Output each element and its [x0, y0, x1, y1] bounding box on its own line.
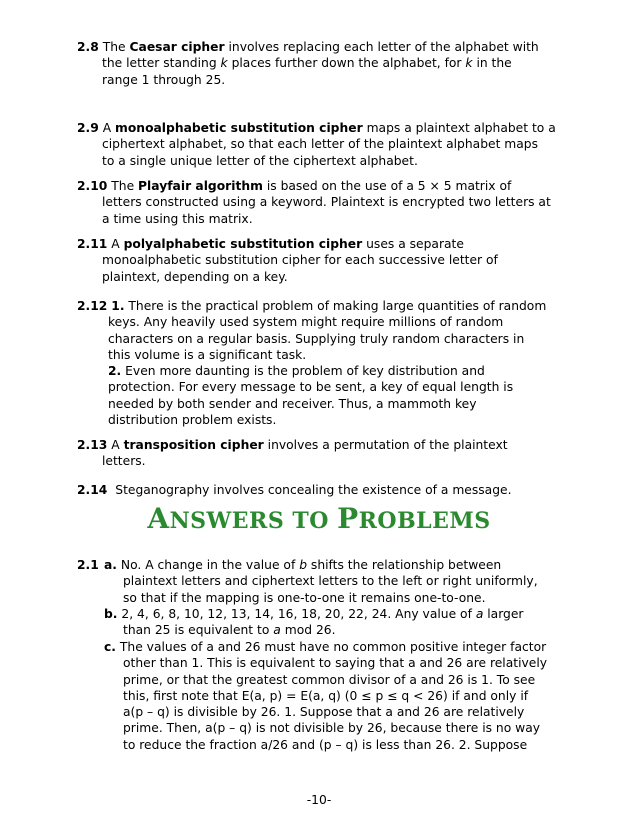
answer-2-13: [77, 437, 577, 470]
text: Steganography involves concealing the existence of a message.: [115, 483, 512, 497]
continuation: prime. Then, a(p – q) is not divisible by 26, because there is no way: [123, 721, 541, 736]
answer-2-9: [77, 120, 577, 169]
text: A: [102, 121, 116, 135]
item-number: 2.12: [77, 299, 108, 313]
item-number: 2.11: [77, 237, 108, 251]
continuation: plaintext letters and ciphertext letters to the left or right uniformly,: [123, 574, 538, 589]
var: a: [475, 607, 484, 621]
point-label: 2.: [108, 364, 122, 379]
text: The: [102, 40, 130, 54]
continuation: monoalphabetic substitution cipher for each successive letter of: [102, 253, 498, 268]
part-a: [104, 557, 604, 606]
item-number: 2.13: [77, 438, 108, 452]
item-number: 2.14: [77, 483, 108, 497]
answer-2-10: [77, 178, 577, 227]
text: There is the practical problem of making large quantities of random: [124, 299, 547, 313]
heading-text: ROBLEMS: [358, 508, 491, 534]
text: the letter standing: [102, 56, 221, 71]
item-number: 2.1: [77, 558, 99, 572]
continuation: distribution problem exists.: [108, 413, 277, 428]
text: is based on the use of a 5 × 5 matrix of: [262, 179, 512, 193]
continuation: a(p – q) is divisible by 26. 1. Suppose that a and 26 are relatively: [123, 705, 525, 720]
text: in the: [472, 56, 512, 71]
continuation: to a single unique letter of the ciphertext alphabet.: [102, 153, 418, 168]
text: places further down the alphabet, for: [227, 56, 466, 71]
continuation: plaintext, depending on a key.: [102, 269, 288, 284]
continuation: [77, 363, 577, 379]
text: shifts the relationship between: [307, 558, 502, 572]
continuation: range 1 through 25.: [102, 72, 226, 87]
continuation: to reduce the fraction a/26 and (p – q) is less than 26. 2. Suppose: [123, 737, 528, 752]
var: k: [465, 56, 473, 71]
part-label: c.: [104, 640, 116, 654]
item-number: 2.8: [77, 40, 99, 54]
var: a: [273, 623, 281, 638]
continuation: letters.: [102, 454, 146, 469]
point-label: 1.: [111, 299, 125, 313]
heading-cap: A: [147, 502, 170, 535]
term: Playfair algorithm: [138, 179, 263, 193]
continuation: so that if the mapping is one-to-one it remains one-to-one.: [123, 590, 486, 605]
continuation: [77, 55, 577, 71]
continuation: this volume is a significant task.: [108, 347, 307, 362]
continuation: ciphertext alphabet, so that each letter of the plaintext alphabet maps: [102, 137, 539, 152]
answer-2-11: [77, 236, 577, 285]
heading-cap: P: [337, 502, 359, 535]
answer-2-8: [77, 39, 577, 88]
text: 2, 4, 6, 8, 10, 12, 13, 14, 16, 18, 20, 22, 24. Any value of: [121, 607, 476, 621]
answer-2-14: [77, 482, 577, 498]
text: The: [111, 179, 139, 193]
continuation: needed by both sender and receiver. Thus, a mammoth key: [108, 396, 477, 411]
text: involves a permutation of the plaintext: [263, 438, 508, 452]
var: b: [299, 558, 307, 572]
text: The values of a and 26 must have no common positive integer factor: [119, 640, 547, 654]
text: No. A change in the value of: [120, 558, 300, 572]
part-label: a.: [104, 558, 117, 572]
page-number: -10-: [306, 793, 332, 807]
continuation: [104, 622, 604, 638]
text: involves replacing each letter of the alphabet with: [224, 40, 539, 54]
text: A: [111, 237, 124, 251]
term: transposition cipher: [123, 438, 264, 452]
answer-2-12: [77, 298, 577, 428]
term: polyalphabetic substitution cipher: [123, 237, 363, 251]
item-number: 2.9: [77, 121, 99, 135]
text: uses a separate: [362, 237, 464, 251]
continuation: keys. Any heavily used system might require millions of random: [108, 315, 504, 330]
text: mod 26.: [280, 623, 336, 638]
text: than 25 is equivalent to: [123, 623, 274, 638]
continuation: characters on a regular basis. Supplying truly random characters in: [108, 331, 525, 346]
section-heading: [0, 502, 638, 535]
part-b: [104, 606, 604, 639]
term: Caesar cipher: [129, 40, 225, 54]
term: monoalphabetic substitution cipher: [115, 121, 363, 135]
text: Even more daunting is the problem of key distribution and: [121, 364, 485, 379]
var: k: [220, 56, 228, 71]
text: larger: [483, 607, 524, 621]
continuation: prime, or that the greatest common divisor of a and 26 is 1. To see: [123, 672, 536, 687]
text: maps a plaintext alphabet to a: [362, 121, 556, 135]
continuation: protection. For every message to be sent, a key of equal length is: [108, 380, 514, 395]
part-c: [104, 639, 604, 753]
item-number: 2.10: [77, 179, 108, 193]
continuation: this, first note that E(a, p) = E(a, q) (0 ≤ p ≤ q < 26) if and only if: [123, 688, 529, 703]
text: A: [111, 438, 124, 452]
heading-text: NSWERS TO: [169, 508, 338, 534]
continuation: other than 1. This is equivalent to saying that a and 26 are relatively: [123, 656, 548, 671]
continuation: letters constructed using a keyword. Plaintext is encrypted two letters at: [102, 195, 551, 210]
part-label: b.: [104, 607, 118, 621]
continuation: a time using this matrix.: [102, 211, 253, 226]
